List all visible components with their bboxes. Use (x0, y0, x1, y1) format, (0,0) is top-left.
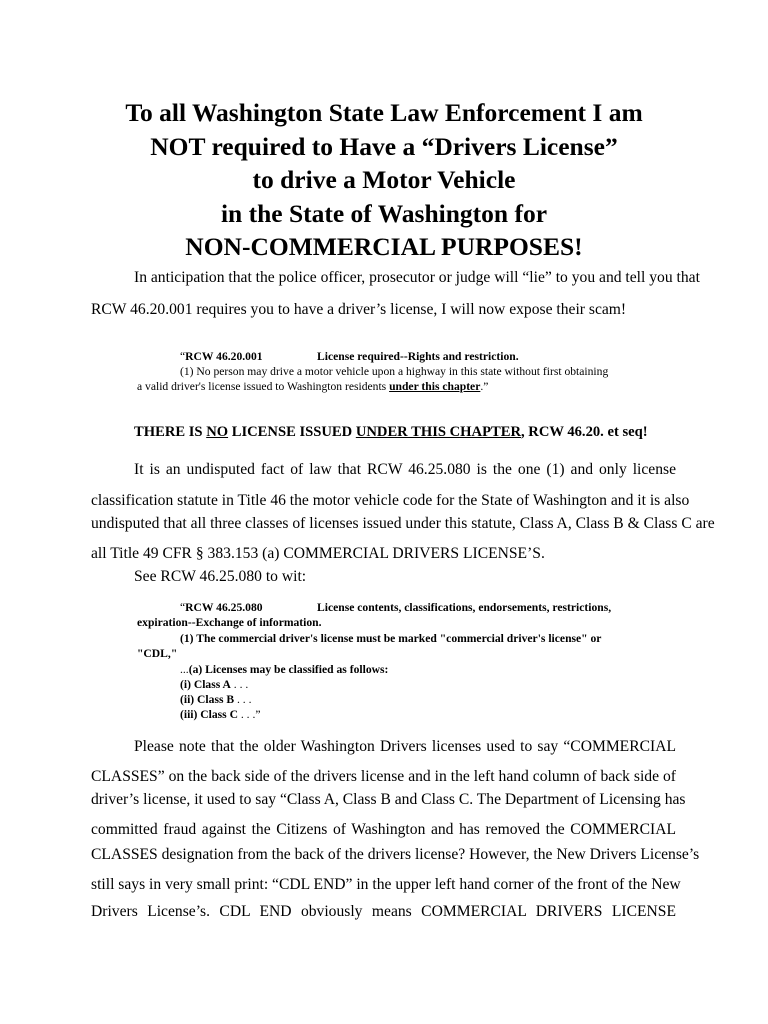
paragraph3-line-7: Drivers License’s. CDL END obviously means COMMERCIAL DRIVERS LICENSE (91, 903, 676, 920)
statement-under-this-chapter: UNDER THIS CHAPTER (355, 424, 521, 440)
quote2-class-c (180, 708, 261, 721)
document-title (60, 96, 708, 264)
title-line-5: NON-COMMERCIAL PURPOSES! (185, 232, 583, 261)
paragraph3-line-5: CLASSES designation from the back of the drivers license? However, the New Drivers License’s (91, 846, 700, 863)
quote2-class-b-tail: . . . (234, 693, 252, 706)
statement-part-3: LICENSE ISSUED (228, 424, 356, 440)
intro-line-1: In anticipation that the police officer, prosecutor or judge will “lie” to you and tell you that (134, 269, 700, 286)
quote2-line-4: "CDL," (137, 647, 178, 660)
quote2-class-c-tail: . . .” (237, 708, 261, 721)
statement-no: NO (206, 424, 229, 440)
paragraph3-line-4: committed fraud against the Citizens of Washington and has removed the COMMERCIAL (91, 821, 676, 838)
quote2-code: RCW 46.25.080 (185, 601, 263, 614)
quote1-line-3-end: .” (480, 380, 489, 393)
quote1-heading: License required--Rights and restriction. (317, 350, 519, 363)
paragraph3-line-6: still says in very small print: “CDL END” in the upper left hand corner of the front of the New (91, 876, 681, 893)
quote2-classified: (a) Licenses may be classified as follows: (188, 663, 389, 676)
quote2-line-5 (180, 663, 388, 676)
title-line-3: to drive a Motor Vehicle (252, 165, 516, 194)
statement-part-5: , RCW 46.20. et seq! (520, 424, 648, 440)
quote2-ellipsis: ... (180, 663, 189, 676)
title-line-4: in the State of Washington for (220, 198, 548, 228)
paragraph2-line-2: classification statute in Title 46 the motor vehicle code for the State of Washington and it is also (91, 492, 690, 509)
intro-line-2: RCW 46.20.001 requires you to have a driver’s license, I will now expose their scam! (91, 301, 627, 318)
paragraph2-line-4: all Title 49 CFR § 383.153 (a) COMMERCIAL DRIVERS LICENSE’S. (91, 545, 545, 562)
paragraph3-line-2: CLASSES” on the back side of the drivers license and in the left hand column of back side of (91, 768, 676, 785)
quote2-class-c-label: (iii) Class C (180, 708, 238, 721)
quote1-line-3 (137, 380, 488, 393)
paragraph2-see: See RCW 46.25.080 to wit: (134, 568, 307, 585)
paragraph3-line-3: driver’s license, it used to say “Class A, Class B and Class C. The Department of Licensing has (91, 791, 686, 808)
quote2-class-a-tail: . . . (230, 678, 249, 691)
statement-part-1: THERE IS (134, 424, 207, 440)
quote2-class-b-label: (ii) Class B (180, 693, 235, 706)
statement-line (134, 424, 648, 441)
quote1-code: RCW 46.20.001 (185, 350, 263, 363)
quote1-line-2: (1) No person may drive a motor vehicle upon a highway in this state without first obtaining (180, 365, 609, 378)
quote1-under-this-chapter: under this chapter (389, 380, 481, 393)
quote2-class-b (180, 693, 252, 706)
quote2-line-2: expiration--Exchange of information. (137, 616, 322, 629)
title-line-2: NOT required to Have a “Drivers License” (150, 131, 618, 161)
paragraph3-line-1: Please note that the older Washington Drivers licenses used to say “COMMERCIAL (134, 738, 676, 755)
quote2-heading-line (180, 601, 263, 614)
quote2-line-3: (1) The commercial driver's license must be marked "commercial driver's license" or (180, 632, 602, 645)
title-line-1: To all Washington State Law Enforcement I am (125, 98, 643, 127)
quote1-heading-line (180, 350, 263, 363)
quote2-class-a-label: (i) Class A (180, 678, 231, 691)
quote2-heading: License contents, classifications, endorsements, restrictions, (317, 601, 612, 614)
quote1-open-quote: “ (180, 350, 186, 363)
quote2-open-quote: “ (180, 601, 186, 614)
quote2-class-a (180, 678, 248, 691)
quote1-line-3-text: a valid driver's license issued to Washington residents (137, 380, 390, 393)
paragraph2-line-3: undisputed that all three classes of licenses issued under this statute, Class A, Class B & Class C are (91, 515, 715, 532)
paragraph2-line-1: It is an undisputed fact of law that RCW 46.25.080 is the one (1) and only license (134, 461, 676, 478)
